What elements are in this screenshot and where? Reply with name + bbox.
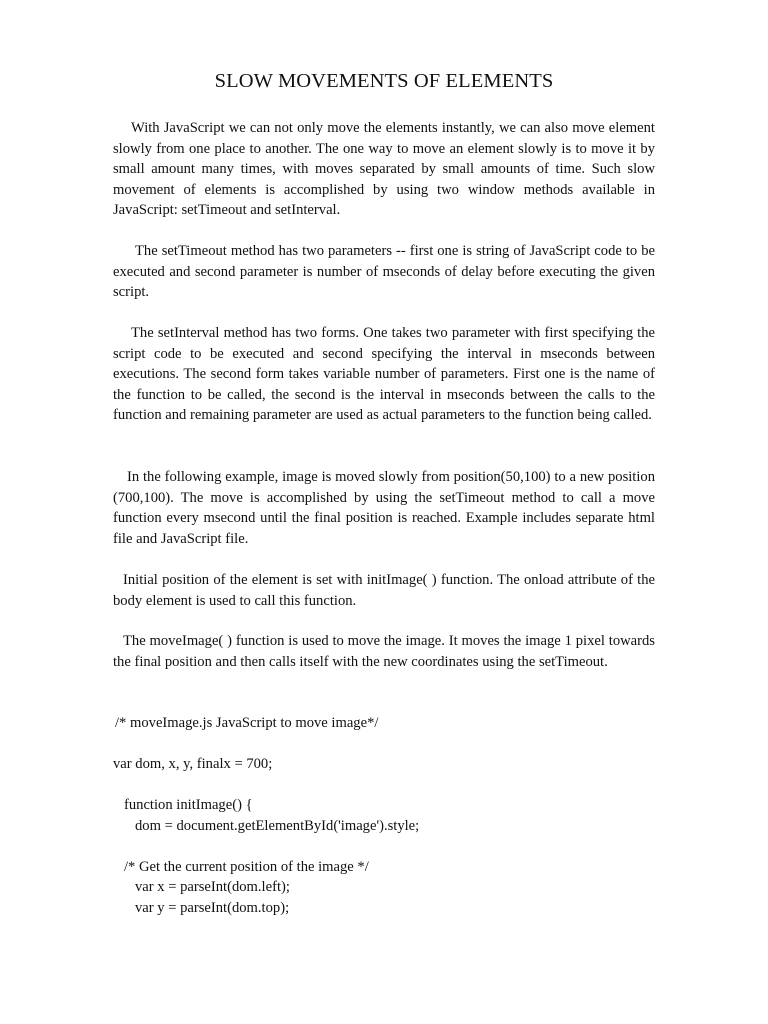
paragraph-initimage: Initial position of the element is set with initImage( ) function. The onload attribute of the body element is used to call this function. (113, 572, 655, 609)
code-dom-assignment: dom = document.getElementById('image').style; (135, 818, 420, 834)
paragraph-moveimage: The moveImage( ) function is used to move the image. It moves the image 1 pixel towards the final position and then calls itself with the new coordinates using the setTimeout. (113, 633, 655, 670)
code-var-y: var y = parseInt(dom.top); (135, 900, 290, 916)
code-var-x: var x = parseInt(dom.left); (135, 879, 290, 895)
page-title: SLOW MOVEMENTS OF ELEMENTS (214, 70, 554, 92)
code-comment-header: /* moveImage.js JavaScript to move image*/ (115, 715, 379, 731)
paragraph-settimeout: The setTimeout method has two parameters -- first one is string of JavaScript code to be executed and second parameter is number of mseconds of delay before executing the given script. (113, 243, 655, 301)
paragraph-setinterval: The setInterval method has two forms. One takes two parameter with first specifying the script code to be executed and second specifying the interval in mseconds between executions. The second form takes variable number of parameters. First one is the name of the function to be called, the second is the interval in mseconds between the calls to the function and remaining parameter are used as actual parameters to the function being called. (113, 325, 655, 424)
code-var-declaration: var dom, x, y, finalx = 700; (113, 756, 273, 772)
paragraph-intro: With JavaScript we can not only move the elements instantly, we can also move element slowly from one place to another. The one way to move an element slowly is to move it by small amount many times, with moves separated by small amounts of time. Such slow movement of elements is accomplished by using two window methods available in JavaScript: setTimeout and setInterval. (113, 120, 655, 219)
document-page (113, 0, 655, 1024)
code-function-initimage: function initImage() { (124, 797, 253, 813)
code-comment-position: /* Get the current position of the image */ (124, 859, 369, 875)
paragraph-example: In the following example, image is moved slowly from position(50,100) to a new position (700,100). The move is accomplished by using the setTimeout method to call a move function every msecond until the final position is reached. Example includes separate html file and JavaScript file. (113, 469, 655, 547)
